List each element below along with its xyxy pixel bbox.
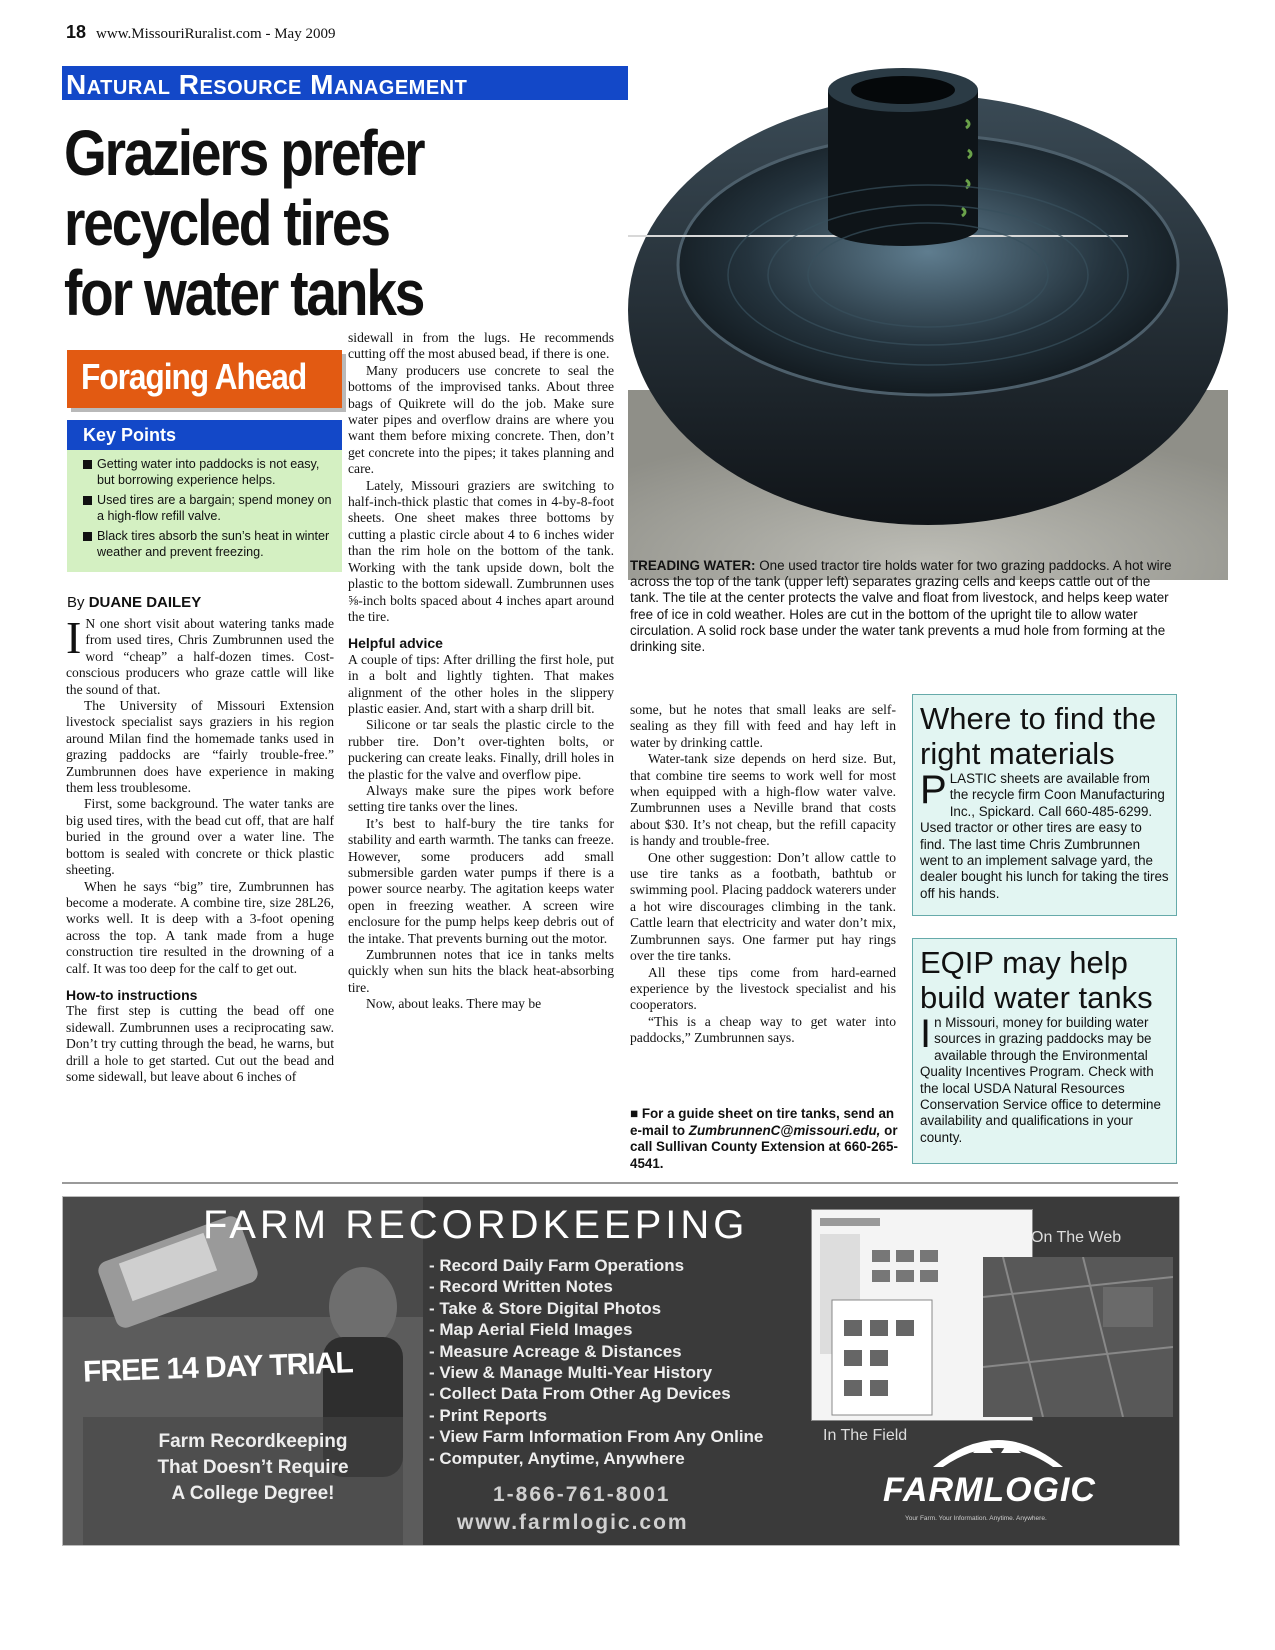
ad-free-trial[interactable]: FREE 14 DAY TRIAL: [82, 1346, 354, 1389]
ad-divider: [62, 1182, 1178, 1184]
paragraph: sidewall in from the lugs. He recommends cutting off the most abused bead, if there is one.: [348, 330, 614, 362]
ad-feature: - Print Reports: [429, 1405, 763, 1426]
paragraph: Lately, Missouri graziers are switching to half-inch-thick plastic that comes in 4-by-8-foot sheets. One sheet makes three bottoms by cutting a plastic circle about 4 to 6 inches wider than the rim hole on the bottom of the tank. Working with the tank upside down, bolt the plastic to the bottom sidewall. Zumbrunnen uses ⅝-inch bolts spaced about 4 inches apart around the tire.: [348, 477, 614, 624]
paragraph: Water-tank size depends on herd size. But, that combine tire seems to work well for most when equipped with a high-flow water valve. Zumbrunnen uses a Neville brand that costs about $30. It’s not cheap, but the refill capacity is handy and trouble-free.: [630, 751, 896, 849]
article-column-1: [66, 612, 334, 1085]
section-title: Natural Resource Management: [66, 69, 468, 100]
ad-feature: - Map Aerial Field Images: [429, 1319, 763, 1340]
byline-by: By: [67, 594, 85, 611]
headline-line: recycled tires: [64, 187, 389, 259]
caption-text: One used tractor tire holds water for two grazing paddocks. A hot wire across the top of the tank (upper left) separates grazing cells and keeps cattle out of the tank. The tile at the center protects the valve and float from livestock, and helps keep water free of ice in cold weather. Holes are cut in the bottom of the upright tile to allow water circulation. A solid rock base under the water tank prevents a mud hole from forming at the drinking site.: [630, 558, 1172, 655]
ad-title: FARM RECORDKEEPING: [203, 1203, 749, 1247]
key-points-box: [67, 420, 342, 572]
sidebar-eqip: [912, 938, 1177, 1164]
ad-in-the-field: In The Field: [823, 1427, 908, 1444]
paragraph: I N one short visit about watering tanks made from used tires, Chris Zumbrunnen used the word “cheap” a half-dozen times. Cost-conscious producers who graze cattle will like the sound of that.: [66, 612, 334, 697]
article-column-3: [630, 702, 896, 1047]
ad-feature: - Computer, Anytime, Anywhere: [429, 1448, 763, 1469]
guide-text: For a guide sheet on tire tanks, send an e-mail to: [630, 1106, 895, 1138]
drop-cap: P: [920, 768, 947, 812]
ad-feature: - Record Daily Farm Operations: [429, 1255, 763, 1276]
ad-website[interactable]: www.farmlogic.com: [457, 1511, 689, 1534]
byline: [67, 594, 201, 611]
paragraph: The first step is cutting the bead off one sidewall. Zumbrunnen uses a reciprocating saw. Don’t try cutting through the bead, he warns, but drill a hole to get started. Cut out the bead and some sidewall, but leave about 6 inches of: [66, 1003, 334, 1084]
farmlogic-ad[interactable]: [62, 1196, 1180, 1546]
photo-caption: [630, 558, 1178, 655]
drop-cap: I: [66, 612, 82, 663]
paragraph: Zumbrunnen notes that ice in tanks melts quickly when sun hits the black heat-absorbing tire.: [348, 947, 614, 995]
paragraph: A couple of tips: After drilling the first hole, put in a bolt and lightly tighten. That makes alignment of the other holes in the slippery plastic easier. And, start with a sharp drill bit.: [348, 651, 614, 716]
headline-line: for water tanks: [64, 257, 424, 329]
ad-feature: - Collect Data From Other Ag Devices: [429, 1383, 763, 1404]
foraging-ahead-badge: [67, 350, 342, 408]
ad-feature: - View & Manage Multi-Year History: [429, 1362, 763, 1383]
paragraph: It’s best to half-bury the tire tanks for stability and earth warmth. The tanks can freeze. However, some producers add small submersible garden water pumps if there is a power source nearby. The agitation keeps water open in freezing weather. A screen wire enclosure for the pump helps keep debris out of the intake. That prevents burning out the motor.: [348, 815, 614, 946]
key-point-item: Used tires are a bargain; spend money on a high-flow refill valve.: [81, 492, 337, 524]
ad-phone[interactable]: 1-866-761-8001: [493, 1483, 671, 1506]
paragraph: some, but he notes that small leaks are self-sealing as they fill with feed and hay left in water by drinking cattle.: [630, 702, 896, 750]
key-point-item: Getting water into paddocks is not easy, but borrowing experience helps.: [81, 456, 337, 488]
ad-feature: - Record Written Notes: [429, 1276, 763, 1297]
page-number: 18: [66, 22, 87, 42]
key-points-list: [81, 456, 337, 564]
sidebar-title: Where to find the right materials: [920, 701, 1157, 771]
byline-author: DUANE DAILEY: [88, 594, 202, 611]
folio-line: [66, 22, 335, 43]
sidebar-text: PLASTIC sheets are available from the recycle firm Coon Manufacturing Inc., Spickard. Call 660-485-6299. Used tractor or other tires are easy to find. The last time Chris Zumbrunnen went to an implement salvage yard, the dealer bought his lunch for taking the tires off his hands.: [920, 768, 1169, 901]
paragraph: Always make sure the pipes work before setting tire tanks over the lines.: [348, 782, 614, 815]
farmlogic-logo-icon: [923, 1423, 1073, 1469]
sidebar-title: EQIP may help build water tanks: [920, 945, 1153, 1015]
paragraph: Now, about leaks. There may be: [366, 996, 542, 1012]
paragraph: First, some background. The water tanks are big used tires, with the bead cut off, that are half buried in the ground over a water line. The bottom is sealed with concrete or thick plastic sheeting.: [66, 796, 334, 878]
article-column-2: [348, 330, 614, 1013]
paragraph: Silicone or tar seals the plastic circle to the rubber tire. Don’t over-tighten bolts, or puckering can create leaks. Finally, drill holes in the plastic for the valve and overflow pipe.: [348, 717, 614, 782]
paragraph: Many producers use concrete to seal the bottoms of the improvised tanks. About three bags of Quikrete will do the job. Make sure water pipes and overflow drains are where you want them before mixing concrete. Then, don’t get concrete into the pipes; it takes planning and care.: [348, 362, 614, 477]
ad-feature: - Take & Store Digital Photos: [429, 1298, 763, 1319]
subhead: How-to instructions: [66, 986, 198, 1003]
paragraph: One other suggestion: Don’t allow cattle to use tire tanks as a footbath, bathtub or swimming pool. Placing paddock waterers under a hot wire discourages climbing in the tank. Cattle learn that electricity and water don’t mix, Zumbrunnen says. One farmer put hay rings over the tire tanks.: [630, 849, 896, 964]
farmlogic-logo: FARMLOGIC: [883, 1471, 1096, 1509]
badge-label: Foraging Ahead: [81, 356, 307, 397]
paragraph: The University of Missouri Extension livestock specialist says graziers in his region around Milan find the homemade tanks used in grazing paddocks are “fairly trouble-free.” Zumbrunnen does have experience in making them less troublesome.: [66, 698, 334, 796]
paragraph: All these tips come from hard-earned experience by the livestock specialist and his cooperators.: [630, 964, 896, 1013]
ad-feature: - View Farm Information From Any Online: [429, 1426, 763, 1447]
ad-feature-list: [429, 1255, 763, 1469]
sidebar-materials: [912, 694, 1177, 916]
folio-text: www.MissouriRuralist.com - May 2009: [96, 26, 336, 42]
guide-note: [630, 1106, 898, 1172]
sidebar-text: In Missouri, money for building water sources in grazing paddocks may be available through the Environmental Quality Incentives Program. Check with the local USDA Natural Resources Conservation Service office to determine availability and qualifications in your county.: [920, 1012, 1161, 1145]
key-points-title: Key Points: [67, 420, 342, 450]
ad-tagline: Farm Recordkeeping That Doesn’t Require A College Degree!: [157, 1431, 349, 1504]
guide-email-link[interactable]: ZumbrunnenC@missouri.edu,: [688, 1122, 881, 1138]
farmlogic-tagline: Your Farm. Your Information. Anytime. Anywhere.: [905, 1515, 1047, 1522]
subhead: Helpful advice: [348, 635, 443, 652]
square-bullet-icon: ■: [630, 1106, 639, 1121]
key-point-item: Black tires absorb the sun’s heat in winter weather and prevent freezing.: [81, 528, 337, 560]
paragraph: “This is a cheap way to get water into paddocks,” Zumbrunnen says.: [630, 1013, 896, 1046]
headline-line: Graziers prefer: [64, 117, 424, 189]
tire-tank-photo: [628, 60, 1228, 580]
ad-on-the-web: On The Web: [1031, 1229, 1122, 1246]
guide-text-end: or call Sullivan County Extension at 660-265-4541.: [630, 1122, 898, 1171]
headline: [64, 118, 546, 328]
ad-feature: - Measure Acreage & Distances: [429, 1341, 763, 1362]
ad-aerial-map: [983, 1257, 1173, 1417]
drop-cap: I: [920, 1012, 932, 1056]
paragraph: When he says “big” tire, Zumbrunnen has become a moderate. A combine tire, size 28L26, works well. It is deep with a 3-foot opening across the top. A tank made from a huge construction tire resulted in the drowning of a calf. It was too deep for the calf to get out.: [66, 878, 334, 976]
caption-lead: TREADING WATER:: [630, 558, 756, 573]
